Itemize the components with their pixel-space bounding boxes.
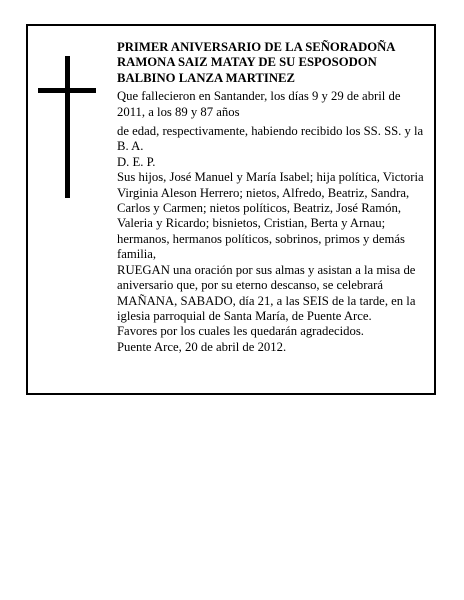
obituary-notice [26,24,436,395]
notice-text [117,40,429,355]
cross-vertical-bar [65,56,70,198]
place-date: Puente Arce, 20 de abril de 2012. [117,339,287,354]
rip-text: D. E. P. [117,154,156,169]
heading-line-2: RAMONA SAIZ MATAY DE SU ESPOSODON [117,55,377,70]
thanks-text: Favores por los cuales les quedarán agradecidos. [117,324,364,339]
heading-line-1: PRIMER ANIVERSARIO DE LA SEÑORADOÑA [117,40,396,54]
heading-line-3: BALBINO LANZA MARTINEZ [117,70,295,85]
mass-request: RUEGAN una oración por sus almas y asistan a la misa de aniversario que, por su eterno descanso, se celebrará MAÑANA, SABADO, día 21, a las SEIS de la tarde, en la iglesia parroquial de Santa María, de Puente Arce. [117,262,416,323]
cross-horizontal-bar [38,88,96,93]
sacraments-info: de edad, respectivamente, habiendo recibido los SS. SS. y la B. A. [117,124,424,154]
family-list: Sus hijos, José Manuel y María Isabel; hija política, Victoria Virginia Aleson Herrero; nietos, Alfredo, Beatriz, Sandra, Carlos y Carmen; nietos políticos, Beatriz, José Ramón, Valeria y Ricardo; bisnietos, Cristian, Berta y Arnau; hermanos, hermanos políticos, sobrinos, primos y demás familia, [117,170,424,262]
death-info: Que fallecieron en Santander, los días 9 y 29 de abril de 2011, a los 89 y 87 años [117,89,401,119]
cross-icon [38,56,96,198]
notice-heading [117,40,429,86]
